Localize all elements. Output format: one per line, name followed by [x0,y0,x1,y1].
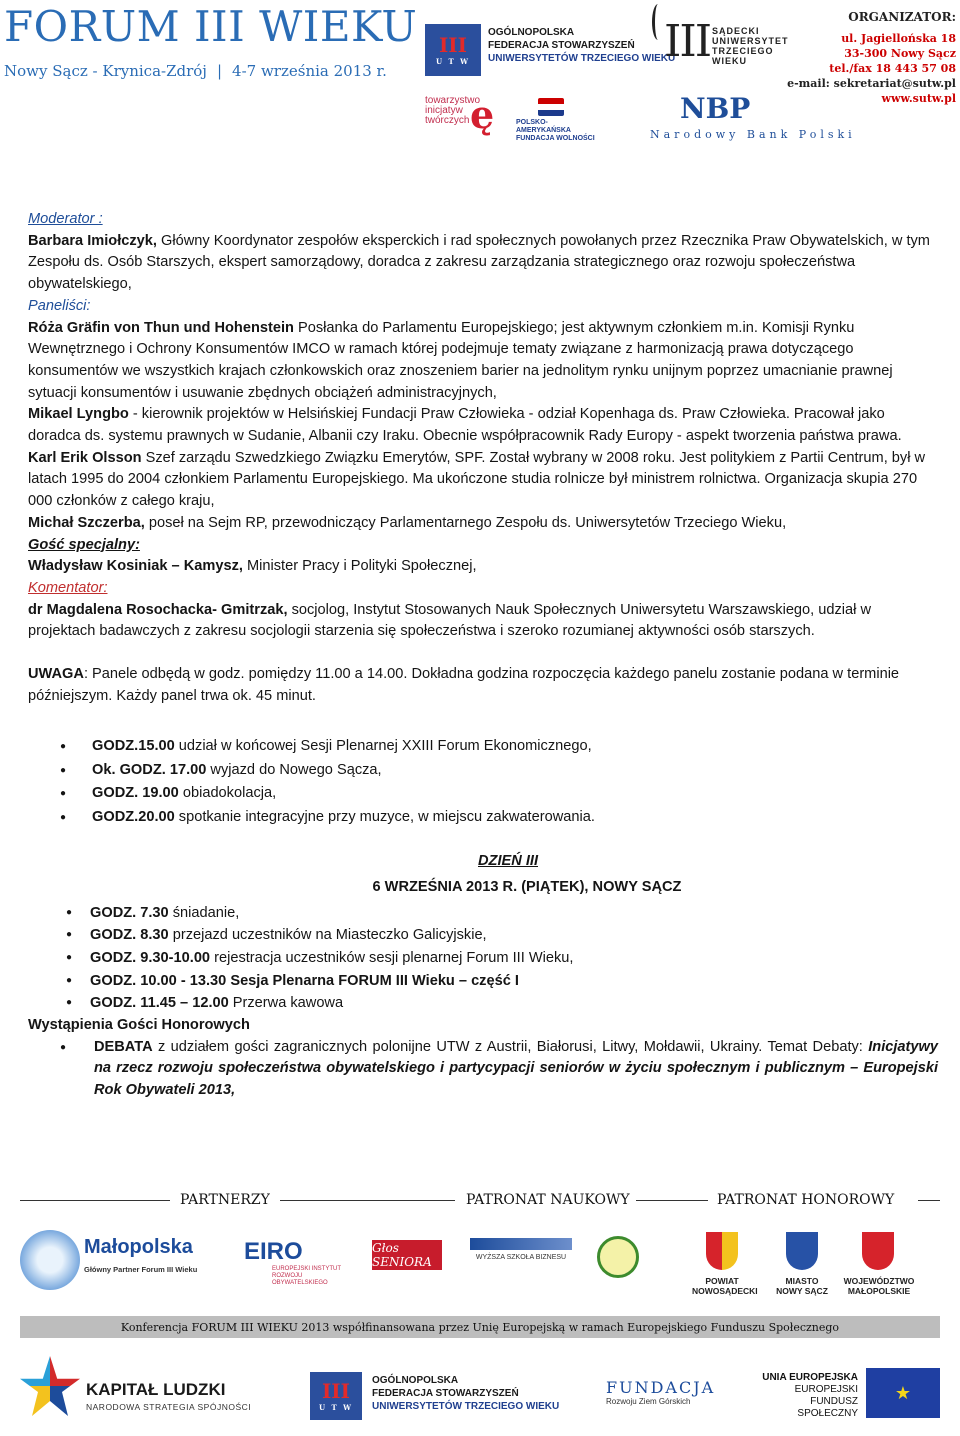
wsb-logo [470,1238,572,1261]
fundacja-logo [606,1378,715,1406]
utw-logo [425,24,481,76]
schedule-item [28,970,938,993]
kapital-ludzki-logo [20,1356,80,1422]
schedule-time: GODZ. 7.30 [90,904,169,921]
fundacja-subtitle: Rozwoju Ziem Górskich [606,1397,691,1406]
eu-flag-icon: ★ [866,1368,940,1418]
fed-line2: FEDERACJA STOWARZYSZEŃ [488,40,635,51]
debata-label: DEBATA [94,1038,153,1055]
fundacja-title: FUNDACJA [606,1378,716,1397]
panelist-1-name: Róża Gräfin von Thun und Hohenstein [28,319,294,336]
nowy-sacz-coat-of-arms-icon [786,1232,818,1270]
utw-label: U T W [318,1402,354,1412]
sutw-line4: WIEKU [712,56,747,66]
seal-icon [597,1236,639,1278]
fed-line1: OGÓLNOPOLSKA [372,1375,459,1386]
eiro-subtitle: EUROPEJSKI INSTYTUT ROZWOJU OBYWATELSKIEGO [272,1266,341,1286]
schedule-time: GODZ. 10.00 - 13.30 Sesja Plenarna FORUM III Wieku – część I [90,972,519,989]
malopolska-coat-of-arms-icon [862,1232,894,1270]
schedule-text: śniadanie, [168,904,240,921]
note-text: : Panele odbędą w godz. pomiędzy 11.00 a 14.00. Dokładna godzina rozpoczęcia każdego panelu zostanie podana w terminie późniejszym. Każdy panel trwa ok. 45 minut. [28,666,900,704]
sutw-line2: UNIWERSYTET [712,36,789,46]
divider [280,1200,455,1201]
paf-text: POLSKO-AMERYKAŃSKA FUNDACJA WOLNOŚCI [516,119,595,142]
organizer-www[interactable]: www.sutw.pl [881,92,956,105]
panelist-2-desc: - kierownik projektów w Helsińskiej Fundacji Praw Człowieka - odział Kopenhaga ds. Praw Człowieka. Pracował jako doradca ds. systemu prawnych w Sudanie, Albanii czy Iraku. Obecnie współpracownik Rady Europy - aspekt tworzenia państwa prawa. [28,406,902,445]
schedule-item [28,902,938,925]
organizer-city: 33-300 Nowy Sącz [844,47,956,60]
panelists-label: Paneliści: [28,297,91,314]
day3-label: DZIEŃ III [478,853,538,870]
debata-text: z udziałem gości zagranicznych polonijne UTW z Austrii, Białorusi, Litwy, Mołdawii, Ukrainy. Temat Debaty: [152,1038,869,1055]
schedule-text: rejestracja uczestników sesji plenarnej Forum III Wieku, [210,950,574,967]
panelist-3-desc: Szef zarządu Szwedzkiego Związku Emerytów, SPF. Został wybrany w 2008 roku. Jest politykiem z Partii Centrum, był w latach 1995 do 2004 członkiem Parlamentu Europejskiego. Ma ukończone studia rolnicze był ministrem rolnictwa. Organizacja skupia 270 000 członków z całego kraju, [28,449,926,510]
forum-subtitle [4,62,387,80]
utw-roman: III [321,1378,351,1403]
page-header [0,0,960,150]
schedule-day2 [28,735,938,829]
partners-label: PARTNERZY [180,1192,270,1208]
schedule-text: obiadokolacja, [178,785,277,802]
eu-line2: EUROPEJSKI [794,1384,858,1395]
eiro-logo: EIRO [244,1238,303,1265]
malopolska-subtitle: Główny Partner Forum III Wieku [84,1265,198,1274]
commentator-desc: socjolog, Instytut Stosowanych Nauk Społecznych Uniwersytetu Warszawskiego, udział w projektach badawczych z zakresu socjologii starzenia się społeczeństwa i szeroko rozumianej aktywności osób starszych. [28,601,871,640]
schedule-time: GODZ.20.00 [92,808,175,825]
nbp-logo: NBP [680,92,751,125]
glos-seniora-logo: Głos SENIORA [372,1240,442,1270]
schedule-item [28,782,938,806]
organizer-label: ORGANIZATOR: [848,10,956,24]
kapital-ludzki-title: KAPITAŁ LUDZKI [86,1380,226,1399]
schedule-item [28,759,938,783]
commentator-label: Komentator: [28,579,108,596]
schedule-text: przejazd uczestników na Miasteczko Galicyjskie, [168,927,487,944]
fed-line1: OGÓLNOPOLSKA [488,27,575,38]
organizer-phone: tel./fax 18 443 57 08 [829,62,956,75]
spacer [28,643,938,664]
panelist-1-desc: Posłanka do Parlamentu Europejskiego; jest aktywnym członkiem m.in. Komisji Rynku Wewnętrznego i Ochrony Konsumentów IMCO w ramach której podejmuje tematy związane z harmonizacją prawa dotyczącego konsumentów we wszystkich krajach członkowskich oraz znoszeniem barier na jednolitym rynku unijnym poprzez umacnianie prawnej sytuacji konsumentów i usuwanie zbędnych obciążeń administracyjnych, [28,319,893,401]
forum-title: FORUM III WIEKU [4,2,418,51]
schedule-text: udział w końcowej Sesji Plenarnej XXIII Forum Ekonomicznego, [174,738,592,755]
commentator-paragraph [28,600,938,643]
forum-globe-icon [20,1230,80,1290]
e-logo: ę [470,92,495,137]
panelist-3 [28,448,938,513]
schedule-time: Ok. GODZ. 17.00 [92,761,207,778]
drop-icon [652,4,664,40]
subtitle-separator: | [216,62,223,80]
nbp-subtitle: Narodowy Bank Polski [650,128,856,141]
scientific-patronage-label: PATRONAT NAUKOWY [466,1192,630,1208]
schedule-item [28,735,938,759]
divider [918,1200,940,1201]
kapital-ludzki-subtitle: NARODOWA STRATEGIA SPÓJNOŚCI [86,1402,252,1412]
paf-logo [516,98,596,143]
utw-logo-footer [310,1372,362,1420]
guest-name: Władysław Kosiniak – Kamysz, [28,558,243,575]
divider [636,1200,708,1201]
schedule-text: spotkanie integracyjne przy muzyce, w miejscu zakwaterowania. [174,808,595,825]
note-paragraph [28,664,938,707]
powiat-label: POWIAT NOWOSĄDECKI [692,1276,758,1296]
star-icon [20,1356,80,1416]
guest-desc: Minister Pracy i Polityki Społecznej, [242,558,477,575]
honorary-speeches-label: Wystąpienia Gości Honorowych [28,1016,250,1033]
moderator-desc: Główny Koordynator zespołów eksperckich i rad społecznych powołanych przez Rzecznika Praw Obywatelskich, w tym Zespołu ds. Osób Starszych, ekspert samorządowy, doradca z zakresu zarządzania strategicznego oraz rozwoju społeczeństwa obywatelskiego, [28,232,930,293]
debata-topic: Inicjatywy na rzecz rozwoju społeczeństwa obywatelskiego i partycypacji seniorów w życiu społecznym i publicznym – Europejski Rok Obywateli 2013, [94,1038,938,1098]
wsb-text: WYŻSZA SZKOŁA BIZNESU [475,1254,567,1261]
fed-line2: FEDERACJA STOWARZYSZEŃ [372,1388,519,1399]
schedule-time: GODZ.15.00 [92,738,175,755]
federation-logo-footer [372,1374,559,1413]
powiat-coat-of-arms-icon [706,1232,738,1270]
cofunding-banner: Konferencja FORUM III WIEKU 2013 współfinansowana przez Unię Europejską w ramach Europejskiego Funduszu Społecznego [20,1316,940,1338]
panelist-4-name: Michał Szczerba, [28,514,145,531]
spacer [28,829,938,851]
organizer-street: ul. Jagiellońska 18 [841,32,956,45]
guest-label: Gość specjalny: [28,536,140,553]
schedule-item [28,992,938,1015]
subtitle-place: Nowy Sącz - Krynica-Zdrój [4,62,207,80]
schedule-item [28,924,938,947]
guest-paragraph [28,556,938,578]
divider [20,1200,170,1201]
moderator-paragraph [28,231,938,296]
fed-line3: UNIWERSYTETÓW TRZECIEGO WIEKU [372,1401,560,1412]
schedule-item [28,806,938,830]
schedule-time: GODZ. 8.30 [90,927,169,944]
organizer-email[interactable]: e-mail: sekretariat@sutw.pl [787,77,956,90]
wojewodztwo-label: WOJEWÓDZTWO MAŁOPOLSKIE [843,1276,915,1296]
tiw-logo: towarzystwo inicjatyw twórczych [425,95,481,126]
organizer-block [787,10,956,106]
schedule-day3 [28,902,938,1015]
spacer [28,707,938,735]
schedule-time: GODZ. 9.30-10.00 [90,950,211,967]
day3-date: 6 WRZEŚNIA 2013 R. (PIĄTEK), NOWY SĄCZ [372,879,682,896]
panelist-2 [28,404,938,447]
fed-line3: UNIWERSYTETÓW TRZECIEGO WIEKU [488,53,676,64]
panelist-4-desc: poseł na Sejm RP, przewodniczący Parlamentarnego Zespołu ds. Uniwersytetów Trzeciego Wieku, [144,514,787,531]
sutw-line3: TRZECIEGO [712,46,774,56]
panelist-3-name: Karl Erik Olsson [28,449,142,466]
utw-roman: III [438,32,468,57]
sutw-text [712,26,789,66]
note-label: UWAGA [28,666,84,683]
schedule-time: GODZ. 11.45 – 12.00 [90,995,229,1012]
subtitle-dates: 4-7 września 2013 r. [232,62,387,80]
eu-line1: UNIA EUROPEJSKA [762,1372,858,1383]
panelist-4 [28,513,938,535]
moderator-label: Moderator : [28,211,103,227]
paf-flag-icon [538,98,564,116]
panelist-1 [28,318,938,405]
miasto-label: MIASTO NOWY SĄCZ [776,1276,828,1296]
wsb-bar [470,1238,572,1250]
eu-line3: FUNDUSZ SPOŁECZNY [797,1396,858,1419]
utw-label: U T W [435,56,471,66]
sutw-roman: III [664,16,711,67]
debata-paragraph [28,1037,938,1102]
honorary-patronage-label: PATRONAT HONOROWY [717,1192,895,1208]
sutw-line1: SĄDECKI [712,26,760,36]
partners-bar [0,1190,960,1212]
document-body [28,209,938,1102]
schedule-text: Przerwa kawowa [228,995,344,1012]
panelist-2-name: Mikael Lyngbo [28,406,129,423]
schedule-item [28,947,938,970]
commentator-name: dr Magdalena Rosochacka- Gmitrzak, [28,601,288,618]
eu-text [752,1372,858,1420]
malopolska-logo: Małopolska [84,1236,193,1258]
moderator-name: Barbara Imiołczyk, [28,232,157,249]
schedule-text: wyjazd do Nowego Sącza, [206,761,382,778]
federation-logo [488,26,675,65]
schedule-time: GODZ. 19.00 [92,785,179,802]
